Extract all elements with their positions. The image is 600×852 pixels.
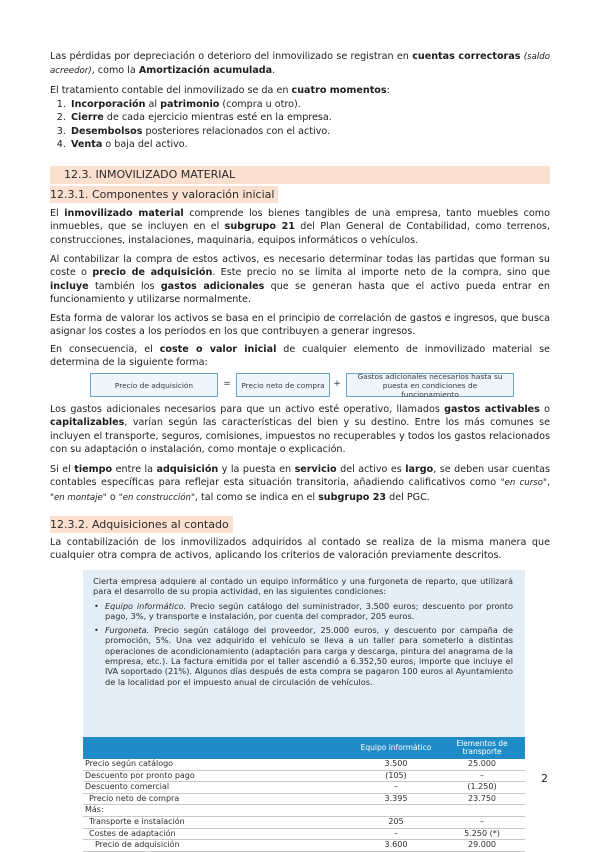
paragraph-depreciation: Las pérdidas por depreciación o deterioro del inmovilizado se registran en cuentas correctoras (saldo acreedor), como la Amortización acumulada. — [50, 51, 550, 77]
paragraph-initial-value: En consecuencia, el coste o valor inicial de cualquier elemento de inmovilizado material se determina de la siguiente forma: — [50, 344, 550, 369]
list-item: 3. Desembolsos posteriores relacionados con el activo. — [69, 125, 569, 138]
paragraph-long-term: Si el tiempo entre la adquisición y la puesta en servicio del activo es largo, se deben usar cuentas contables específicas para reflejar esta situación transitoria, añadiendo calificativos como "en curso", "en montaje" o "en construcción", tal como se indica en el subgrupo 23 del PGC. — [50, 464, 551, 503]
paragraph-cash-purchases: La contabilización de los inmovilizados adquiridos al contado se realiza de la misma manera que cualquier otra compra de activos, aplicando los criterios de valoración previamente descritos. — [50, 537, 550, 562]
subsection-heading-cash-purchases: 12.3.2. Adquisiciones al contado — [50, 516, 233, 533]
table-header-blank — [83, 737, 353, 759]
table-row: Descuento por pronto pago (105) – — [83, 770, 525, 782]
list-item: 2. Cierre de cada ejercicio mientras esté en la empresa. — [69, 111, 569, 124]
equals-sign: = — [223, 379, 231, 389]
section-heading: 12.3. INMOVILIZADO MATERIAL — [50, 166, 550, 184]
list-item: 4. Venta o baja del activo. — [69, 138, 569, 151]
formula-additional-costs: Gastos adicionales necesarios hasta su puesta en condiciones de funcionamiento — [346, 373, 514, 397]
example-table — [83, 737, 525, 852]
paragraph-capitalizable-costs: Los gastos adicionales necesarios para que un activo esté operativo, llamados gastos activables o capitalizables, varían según las características del bien y su destino. Entre los más comunes se incluyen el transporte, seguros, comisiones, impuestos no recuperables y todos los gastos relacionados con su adaptación o instalación, como montaje o explicación. — [50, 404, 551, 456]
formula-net-price: Precio neto de compra — [236, 373, 330, 397]
table-row: Transporte e instalación 205 – — [83, 816, 525, 828]
formula-acquisition-price: Precio de adquisición — [90, 373, 218, 397]
example-statement — [93, 576, 513, 691]
table-row: Precio de adquisición 3.600 29.000 — [83, 840, 525, 852]
table-header-transport: Elementos de transporte — [439, 737, 525, 759]
list-item: 1. Incorporación al patrimonio (compra u otro). — [69, 98, 569, 111]
page-number: 2 — [541, 772, 548, 785]
paragraph-definition: El inmovilizado material comprende los bienes tangibles de una empresa, tanto muebles como inmuebles, que se incluyen en el subgrupo 21 del Plan General de Contabilidad, como terrenos, construcciones, instalaciones, maquinaria, equipos informáticos o vehículos. — [50, 208, 550, 246]
table-row: Descuento comercial – (1.250) — [83, 782, 525, 794]
moments-list — [50, 98, 569, 152]
example-bullet-computer: • Equipo informático. Precio según catálogo del suministrador, 3.500 euros; descuento por pronto pago, 3%, y transporte e instalación, por cuenta del comprador, 205 euros. — [93, 601, 513, 622]
table-row: Precio según catálogo 3.500 25.000 — [83, 759, 525, 770]
table-row: Precio neto de compra 3.395 23.750 — [83, 793, 525, 805]
subsection-heading-components: 12.3.1. Componentes y valoración inicial — [50, 186, 278, 203]
plus-sign: + — [333, 379, 341, 389]
valuation-formula — [90, 373, 514, 397]
table-row: Costes de adaptación – 5.250 (*) — [83, 828, 525, 840]
table-header-computer: Equipo informático — [353, 737, 439, 759]
table-row: Más: — [83, 805, 525, 817]
paragraph-acquisition-price: Al contabilizar la compra de estos activos, es necesario determinar todas las partidas que forman su coste o precio de adquisición. Este precio no se limita al importe neto de la compra, sino que incluye también los gastos adicionales que se generan hasta que el activo pueda entrar en funcionamiento y utilizarse normalmente. — [50, 254, 551, 306]
paragraph-moments: El tratamiento contable del inmovilizado se da en cuatro momentos: — [50, 85, 390, 96]
paragraph-correlation: Esta forma de valorar los activos se basa en el principio de correlación de gastos e ingresos, que busca asignar los costes a los periodos en los que contribuyen a generar ingresos. — [50, 313, 550, 338]
example-box — [83, 570, 525, 848]
example-intro: Cierta empresa adquiere al contado un equipo informático y una furgoneta de reparto, que utilizará para el desarrollo de su propia actividad, en las siguientes condiciones: — [93, 576, 513, 597]
example-bullet-van: • Furgoneta. Precio según catálogo del proveedor, 25.000 euros, y descuento por campaña de promoción, 5%. Una vez adquirido el vehículo se lleva a un taller para someterlo a distintas operaciones de acondicionamiento (adaptación para carga y descarga, pintura del anagrama de la empresa, etc.). La factura emitida por el taller ascendió a 6.352,50 euros, importe que incluye el IVA soportado (21%). Algunos días después de esta compra se pagaron 100 euros al Ayuntamiento de la localidad por el impuesto anual de circulación de vehículos. — [93, 625, 513, 687]
